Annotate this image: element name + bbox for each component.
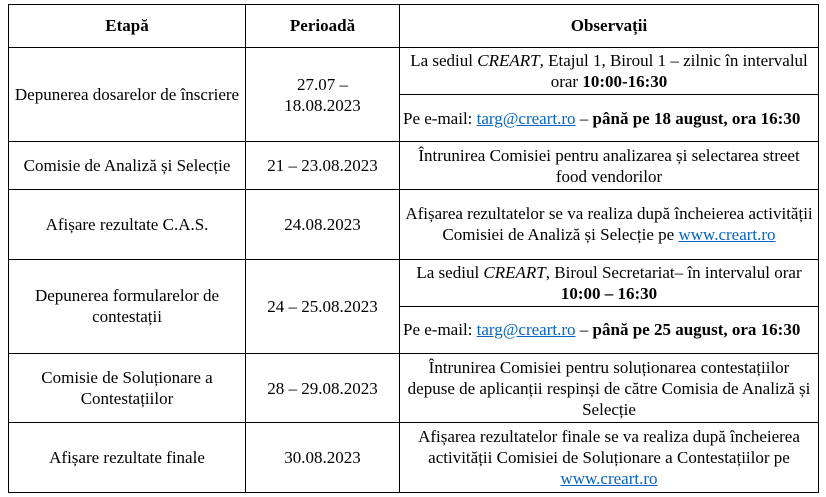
table-row xyxy=(9,47,819,94)
note-cell-email: Pe e-mail: targ@creart.ro – până pe 18 august, ora 16:30 xyxy=(400,95,819,142)
stage-cell: Afișare rezultate finale xyxy=(9,423,246,493)
header-period: Perioadă xyxy=(246,5,400,48)
period-cell: 30.08.2023 xyxy=(246,423,400,493)
schedule-table xyxy=(8,4,819,493)
table-row xyxy=(9,190,819,260)
period-end: 18.08.2023 xyxy=(284,95,361,115)
period-cell xyxy=(246,47,400,141)
note-cell: Afișarea rezultatelor finale se va realiza după încheierea activității Comisiei de Soluționare a Contestațiilor pe www.creart.ro xyxy=(400,423,819,493)
note-cell: Întrunirea Comisiei pentru analizarea și selectarea street food vendorilor xyxy=(400,142,819,190)
stage-cell: Depunerea dosarelor de înscriere xyxy=(9,47,246,141)
table-row xyxy=(9,353,819,423)
header-stage: Etapă xyxy=(9,5,246,48)
period-cell: 28 – 29.08.2023 xyxy=(246,353,400,423)
note-cell: La sediul CREART, Biroul Secretariat– în intervalul orar 10:00 – 16:30 xyxy=(400,259,819,306)
period-start: 27.07 – xyxy=(297,74,348,94)
stage-cell: Comisie de Soluționare a Contestațiilor xyxy=(9,353,246,423)
stage-cell: Depunerea formularelor de contestații xyxy=(9,259,246,353)
note-cell: La sediul CREART, Etajul 1, Biroul 1 – zilnic în intervalul orar 10:00-16:30 xyxy=(400,47,819,94)
stage-cell: Comisie de Analiză și Selecție xyxy=(9,142,246,190)
table-row xyxy=(9,423,819,493)
note-cell: Afișarea rezultatelor se va realiza după încheierea activității Comisiei de Analiză și Selecție pe www.creart.ro xyxy=(400,190,819,260)
table-row xyxy=(9,142,819,190)
stage-cell: Afișare rezultate C.A.S. xyxy=(9,190,246,260)
header-row xyxy=(9,5,819,48)
period-cell: 21 – 23.08.2023 xyxy=(246,142,400,190)
header-notes: Observații xyxy=(400,5,819,48)
table-row xyxy=(9,259,819,306)
website-link[interactable]: www.creart.ro xyxy=(560,469,658,489)
note-cell-email: Pe e-mail: targ@creart.ro – până pe 25 august, ora 16:30 xyxy=(400,306,819,353)
period-cell: 24.08.2023 xyxy=(246,190,400,260)
period-cell: 24 – 25.08.2023 xyxy=(246,259,400,353)
website-link[interactable]: www.creart.ro xyxy=(678,225,776,245)
note-cell: Întrunirea Comisiei pentru soluționarea contestațiilor depuse de aplicanții respinși de către Comisia de Analiză și Selecție xyxy=(400,353,819,423)
email-link[interactable]: targ@creart.ro xyxy=(476,320,576,340)
email-link[interactable]: targ@creart.ro xyxy=(476,108,576,128)
